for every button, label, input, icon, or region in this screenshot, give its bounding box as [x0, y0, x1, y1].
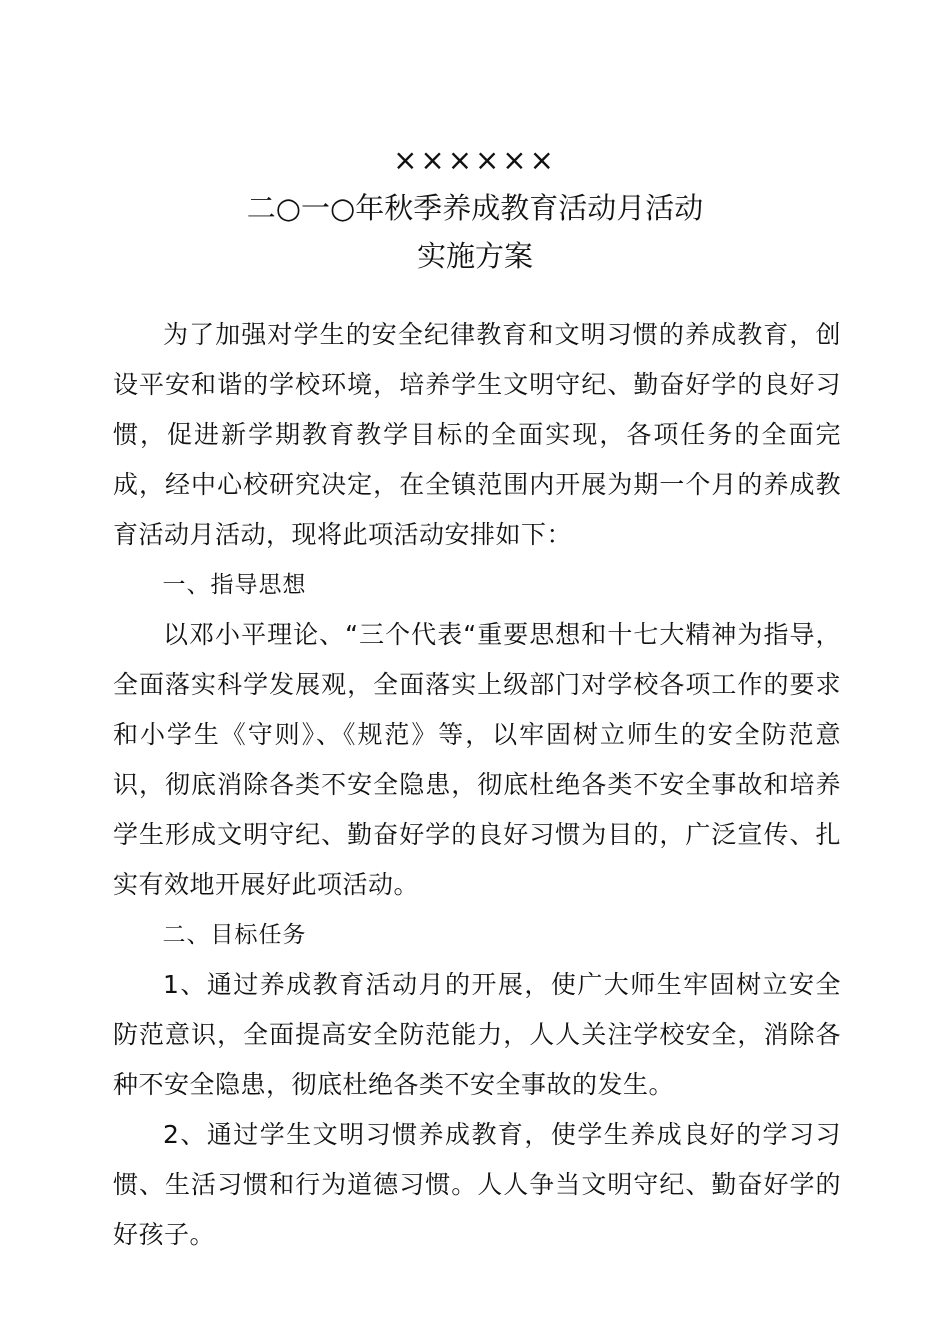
header-placeholder-marks: ×××××× [393, 143, 557, 177]
objective-paragraph-1: 1、通过养成教育活动月的开展，使广大师生牢固树立安全防范意识，全面提高安全防范能力，人人关注学校安全，消除各种不安全隐患，彻底杜绝各类不安全事故的发生。 [113, 970, 841, 1099]
document-subtitle: 实施方案 [416, 239, 533, 273]
section-heading-guiding-ideology: 一、指导思想 [162, 572, 307, 598]
document-body [113, 310, 841, 1260]
guiding-ideology-paragraph: 以邓小平理论、“三个代表“重要思想和十七大精神为指导，全面落实科学发展观，全面落实上级部门对学校各项工作的要求和小学生《守则》、《规范》等，以牢固树立师生的安全防范意识，彻底消除各类不安全隐患，彻底杜绝各类不安全事故和培养学生形成文明守纪、勤奋好学的良好习惯为目的，广泛宣传、扎实有效地开展好此项活动。 [113, 620, 841, 899]
document-title: 二○一○年秋季养成教育活动月活动 [246, 191, 704, 225]
objective-paragraph-2: 2、通过学生文明习惯养成教育，使学生养成良好的学习习惯、生活习惯和行为道德习惯。人人争当文明守纪、勤奋好学的好孩子。 [113, 1120, 841, 1249]
intro-paragraph: 为了加强对学生的安全纪律教育和文明习惯的养成教育，创设平安和谐的学校环境，培养学生文明守纪、勤奋好学的良好习惯，促进新学期教育教学目标的全面实现，各项任务的全面完成，经中心校研究决定，在全镇范围内开展为期一个月的养成教育活动月活动，现将此项活动安排如下： [113, 320, 841, 549]
section-heading-objectives: 二、目标任务 [162, 922, 307, 948]
document-header [0, 136, 950, 280]
